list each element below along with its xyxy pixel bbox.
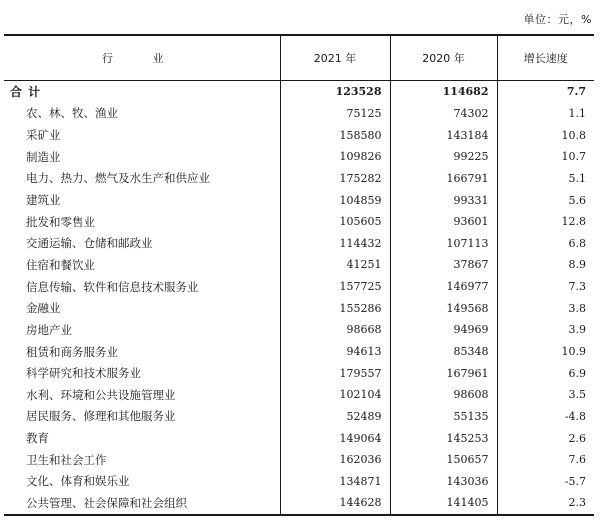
growth-cell: 8.9 (497, 254, 594, 276)
growth-cell: -4.8 (497, 406, 594, 428)
value-2021-cell: 75125 (280, 103, 390, 125)
value-2021-cell: 109826 (280, 146, 390, 168)
industry-cell: 交通运输、仓储和邮政业 (26, 236, 153, 251)
value-2021-cell: 144628 (280, 492, 390, 515)
header-industry: 行 业 (4, 35, 280, 81)
industry-cell: 文化、体育和娱乐业 (26, 474, 130, 489)
value-2021-cell: 149064 (280, 427, 390, 449)
total-row (4, 81, 594, 103)
value-2021-cell: 105605 (280, 211, 390, 233)
growth-cell: 3.8 (497, 297, 594, 319)
table-row (4, 189, 594, 211)
industry-cell: 农、林、牧、渔业 (26, 106, 118, 121)
table-row (4, 471, 594, 493)
growth-cell: 6.9 (497, 362, 594, 384)
value-2021-cell: 102104 (280, 384, 390, 406)
industry-cell: 建筑业 (26, 193, 61, 208)
growth-cell: 3.5 (497, 384, 594, 406)
value-2020-cell: 99331 (390, 189, 497, 211)
table-row (4, 124, 594, 146)
industry-cell: 信息传输、软件和信息技术服务业 (26, 279, 199, 294)
industry-cell: 房地产业 (26, 322, 72, 337)
value-2020-cell: 143036 (390, 471, 497, 493)
growth-cell: 6.8 (497, 232, 594, 254)
value-2020-cell: 94969 (390, 319, 497, 341)
growth-cell: 10.9 (497, 341, 594, 363)
table-row (4, 406, 594, 428)
wage-table (4, 34, 594, 516)
value-2021-cell: 98668 (280, 319, 390, 341)
table-row (4, 276, 594, 298)
table-body (4, 81, 594, 515)
table-header-row (4, 35, 594, 81)
value-2020-cell: 166791 (390, 168, 497, 190)
growth-cell: 5.1 (497, 168, 594, 190)
industry-cell: 居民服务、修理和其他服务业 (26, 409, 176, 424)
growth-cell: 10.8 (497, 124, 594, 146)
growth-cell: 7.3 (497, 276, 594, 298)
value-2021-cell: 158580 (280, 124, 390, 146)
value-2020-cell: 149568 (390, 297, 497, 319)
value-2021-cell: 41251 (280, 254, 390, 276)
table-row (4, 232, 594, 254)
industry-cell: 住宿和餐饮业 (26, 257, 95, 272)
unit-label: 单位：元，% (523, 13, 592, 26)
industry-cell: 制造业 (26, 149, 61, 164)
value-2020-cell: 93601 (390, 211, 497, 233)
table-row (4, 384, 594, 406)
table-row (4, 297, 594, 319)
growth-cell: 3.9 (497, 319, 594, 341)
value-2021-cell: 162036 (280, 449, 390, 471)
growth-cell: 10.7 (497, 146, 594, 168)
table-row (4, 319, 594, 341)
value-2020-cell: 55135 (390, 406, 497, 428)
value-2020-cell: 150657 (390, 449, 497, 471)
table-row (4, 341, 594, 363)
growth-cell: 7.7 (497, 81, 594, 103)
industry-cell: 金融业 (26, 301, 61, 316)
value-2020-cell: 141405 (390, 492, 497, 515)
growth-cell: 2.6 (497, 427, 594, 449)
value-2021-cell: 123528 (280, 81, 390, 103)
table-row (4, 103, 594, 125)
value-2020-cell: 37867 (390, 254, 497, 276)
value-2021-cell: 155286 (280, 297, 390, 319)
growth-cell: 12.8 (497, 211, 594, 233)
industry-cell: 科学研究和技术服务业 (26, 366, 141, 381)
table-row (4, 427, 594, 449)
value-2021-cell: 134871 (280, 471, 390, 493)
industry-cell: 教育 (26, 431, 49, 446)
value-2020-cell: 145253 (390, 427, 497, 449)
growth-cell: 7.6 (497, 449, 594, 471)
growth-cell: 5.6 (497, 189, 594, 211)
header-growth: 增长速度 (497, 35, 594, 81)
industry-cell: 采矿业 (26, 128, 61, 143)
industry-cell: 电力、热力、燃气及水生产和供应业 (26, 171, 210, 186)
value-2021-cell: 104859 (280, 189, 390, 211)
value-2020-cell: 167961 (390, 362, 497, 384)
value-2020-cell: 74302 (390, 103, 497, 125)
industry-cell: 合 计 (10, 85, 42, 100)
value-2020-cell: 107113 (390, 232, 497, 254)
value-2020-cell: 85348 (390, 341, 497, 363)
table-row (4, 449, 594, 471)
value-2021-cell: 157725 (280, 276, 390, 298)
header-2021: 2021 年 (280, 35, 390, 81)
growth-cell: 1.1 (497, 103, 594, 125)
header-2020: 2020 年 (390, 35, 497, 81)
value-2020-cell: 99225 (390, 146, 497, 168)
industry-cell: 租赁和商务服务业 (26, 344, 118, 359)
industry-cell: 批发和零售业 (26, 214, 95, 229)
industry-cell: 公共管理、社会保障和社会组织 (4, 492, 280, 515)
value-2021-cell: 114432 (280, 232, 390, 254)
table-row (4, 168, 594, 190)
table-row (4, 211, 594, 233)
value-2021-cell: 94613 (280, 341, 390, 363)
growth-cell: 2.3 (497, 492, 594, 515)
table-row (4, 492, 594, 515)
value-2021-cell: 179557 (280, 362, 390, 384)
value-2020-cell: 98608 (390, 384, 497, 406)
table-row (4, 254, 594, 276)
value-2021-cell: 175282 (280, 168, 390, 190)
value-2021-cell: 52489 (280, 406, 390, 428)
table-row (4, 362, 594, 384)
value-2020-cell: 146977 (390, 276, 497, 298)
industry-cell: 水利、环境和公共设施管理业 (26, 387, 176, 402)
growth-cell: -5.7 (497, 471, 594, 493)
industry-cell: 卫生和社会工作 (26, 452, 107, 467)
value-2020-cell: 114682 (390, 81, 497, 103)
table-row (4, 146, 594, 168)
value-2020-cell: 143184 (390, 124, 497, 146)
